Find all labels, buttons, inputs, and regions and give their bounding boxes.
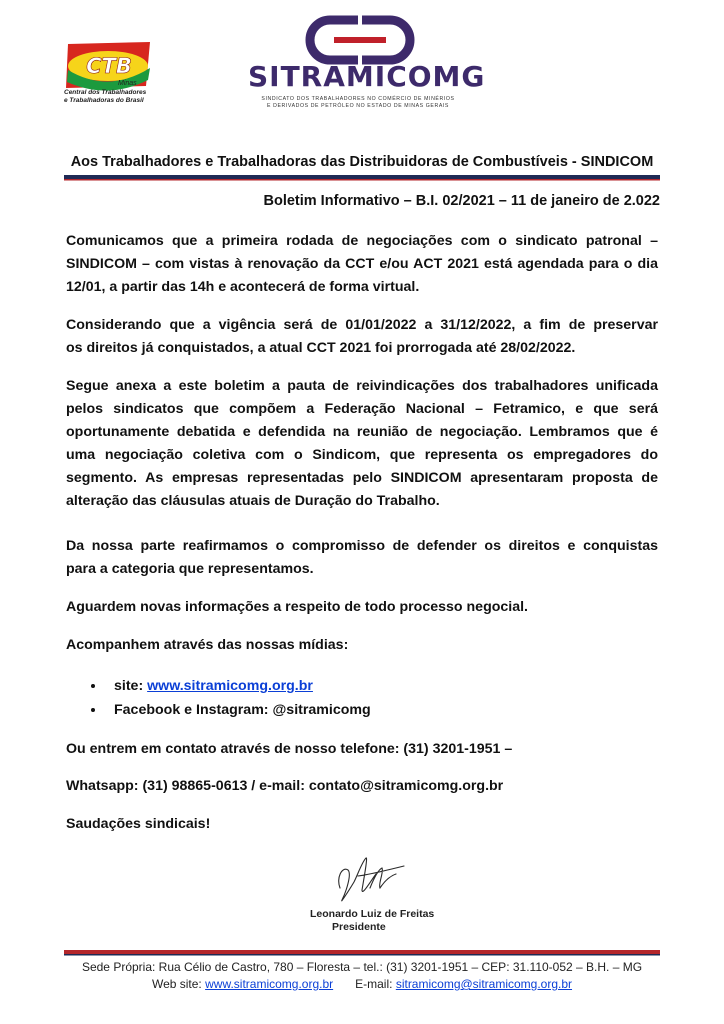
paragraph-line: Considerando que a vigência será de 01/01/2022 a 31/12/2022, a fim de preservar <box>66 317 658 333</box>
footer-web-link[interactable]: www.sitramicomg.org.br <box>205 977 334 991</box>
ctb-subtitle <box>64 89 164 104</box>
paragraph-commitment <box>66 535 658 581</box>
paragraph-line: os direitos já conquistados, a atual CCT 2021 foi prorrogada até 28/02/2022. <box>66 340 576 356</box>
site-label: site: <box>114 678 148 694</box>
footer-address: Sede Própria: Rua Célio de Castro, 780 – Floresta – tel.: (31) 3201-1951 – CEP: 31.110-052 – B.H. – MG <box>81 960 643 974</box>
paragraph-line: Comunicamos que a primeira rodada de negociações com o sindicato patronal – <box>66 233 658 249</box>
paragraph-whatsapp-email: Whatsapp: (31) 98865-0613 / e-mail: contato@sitramicomg.org.br <box>66 778 504 794</box>
signatory-role: Presidente <box>332 921 386 933</box>
bulletin-info: Boletim Informativo – B.I. 02/2021 – 11 de janeiro de 2.022 <box>263 193 660 209</box>
paragraph-negotiation <box>66 230 658 299</box>
footer-email-label: E-mail: <box>355 977 396 991</box>
paragraph-line: pelos sindicatos que compõem a Federação Nacional – Fetramico, e que será <box>66 401 658 417</box>
signatory-name: Leonardo Luiz de Freitas <box>310 908 435 920</box>
list-item-social: • Facebook e Instagram: @sitramicomg <box>106 698 371 722</box>
ctb-logo-text: CTB <box>86 54 132 78</box>
ctb-minas-label: Minas <box>118 80 137 87</box>
footer-contacts <box>60 977 664 991</box>
site-link[interactable]: www.sitramicomg.org.br <box>147 678 313 694</box>
sitramicomg-name: SITRAMICOMG <box>248 60 486 93</box>
paragraph-line: oportunamente debatida e defendida na reunião de negociação. Lembramos que é <box>66 424 658 440</box>
paragraph-line: segmento. As empresas representadas pelo SINDICOM apresentaram proposta de <box>66 470 658 486</box>
header-divider <box>64 175 660 181</box>
paragraph-line: SINDICOM – com vistas à renovação da CCT e/ou ACT 2021 está agendada para o dia <box>66 256 658 272</box>
paragraph-line: uma negociação coletiva com o Sindicom, que representa os empregadores do <box>66 447 658 463</box>
paragraph-line: para a categoria que representamos. <box>66 561 314 577</box>
closing-greeting: Saudações sindicais! <box>66 816 211 832</box>
ctb-subtitle-line2: e Trabalhadoras do Brasil <box>64 96 144 104</box>
handwritten-signature <box>318 848 418 910</box>
footer-email-link[interactable]: sitramicomg@sitramicomg.org.br <box>395 977 573 991</box>
paragraph-await: Aguardem novas informações a respeito de todo processo negocial. <box>66 599 529 615</box>
paragraph-line: Da nossa parte reafirmamos o compromisso de defender os direitos e conquistas <box>66 538 658 554</box>
paragraph-line: Segue anexa a este boletim a pauta de reivindicações dos trabalhadores unificada <box>66 378 658 394</box>
paragraph-line: 12/01, a partir das 14h e acontecerá de forma virtual. <box>66 279 420 295</box>
paragraph-phone: Ou entrem em contato através de nosso telefone: (31) 3201-1951 – <box>66 741 513 757</box>
sitramicomg-subtitle-line1: SINDICATO DOS TRABALHADORES NO COMÉRCIO DE MINÉRIOS <box>261 96 455 102</box>
paragraph-line: alteração das cláusulas atuais de Duração do Trabalho. <box>66 493 440 509</box>
paragraph-validity <box>66 314 658 360</box>
list-item-site <box>106 674 371 698</box>
document-title: Aos Trabalhadores e Trabalhadoras das Distribuidoras de Combustíveis - SINDICOM <box>70 154 654 170</box>
media-list <box>84 674 371 722</box>
paragraph-media-intro: Acompanhem através das nossas mídias: <box>66 637 349 653</box>
footer-divider <box>64 950 660 956</box>
footer-web-label: Web site: <box>151 977 206 991</box>
sitramicomg-subtitle-line2: E DERIVADOS DE PETRÓLEO NO ESTADO DE MINAS GERAIS <box>267 103 449 109</box>
paragraph-demands <box>66 375 658 513</box>
ctb-subtitle-line1: Central dos Trabalhadores <box>64 89 147 96</box>
